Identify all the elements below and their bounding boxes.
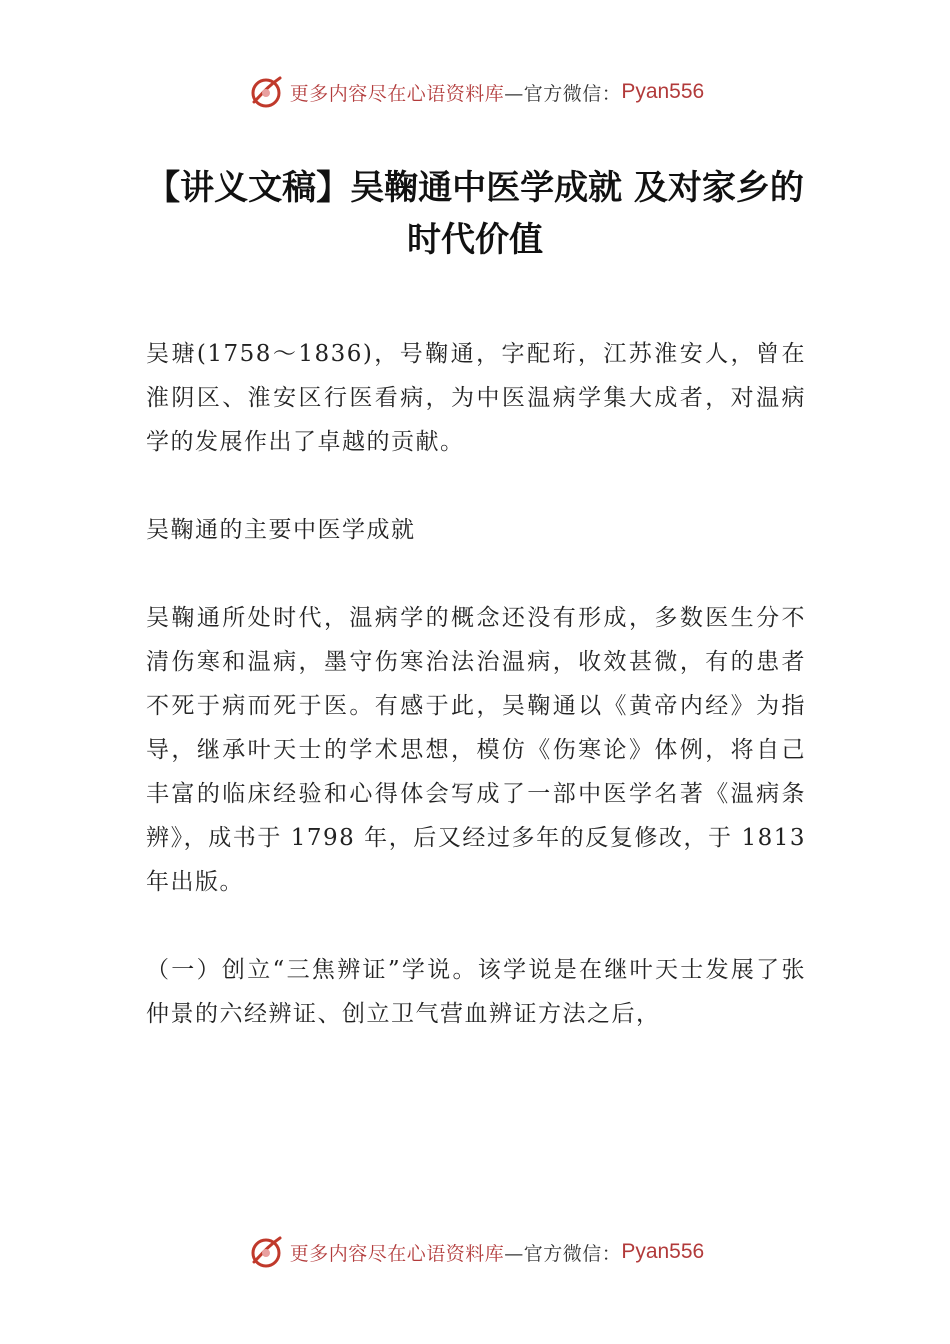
watermark-separator: —官方微信： — [504, 82, 622, 105]
brand-logo-icon — [246, 72, 286, 112]
watermark-wechat-id: Pyan556 — [621, 80, 705, 103]
brand-logo-icon — [246, 1232, 286, 1272]
paragraph-sanjiao: （一）创立“三焦辨证”学说。该学说是在继叶天士发展了张仲景的六经辨证、创立卫气营血辨证方法之后， — [146, 957, 806, 1027]
document-body — [146, 332, 806, 1080]
paragraph-achievement: 吴鞠通所处时代，温病学的概念还没有形成，多数医生分不清伤寒和温病，墨守伤寒治法治温病，收效甚微，有的患者不死于病而死于医。有感于此，吴鞠通以《黄帝内经》为指导，继承叶天士的学术思想，模仿《伤寒论》体例，将自己丰富的临床经验和心得体会写成了一部中医学名著《温病条辨》，成书于 1798 年，后又经过多年的反复修改，于 1813 年出版。 — [146, 605, 806, 895]
watermark-text: 更多内容尽在心语资料库 — [289, 82, 505, 105]
document-title: 【讲义文稿】吴鞠通中医学成就 及对家乡的时代价值 — [146, 168, 804, 260]
watermark-wechat-id: Pyan556 — [621, 1240, 705, 1263]
watermark-text: 更多内容尽在心语资料库 — [289, 1242, 505, 1265]
footer-watermark — [0, 1228, 950, 1276]
paragraph-intro: 吴瑭(1758～1836)，号鞠通，字配珩，江苏淮安人，曾在淮阴区、淮安区行医看病，为中医温病学集大成者，对温病学的发展作出了卓越的贡献。 — [146, 341, 806, 455]
watermark-separator: —官方微信： — [504, 1242, 622, 1265]
header-watermark — [0, 68, 950, 116]
section-heading: 吴鞠通的主要中医学成就 — [146, 517, 416, 543]
